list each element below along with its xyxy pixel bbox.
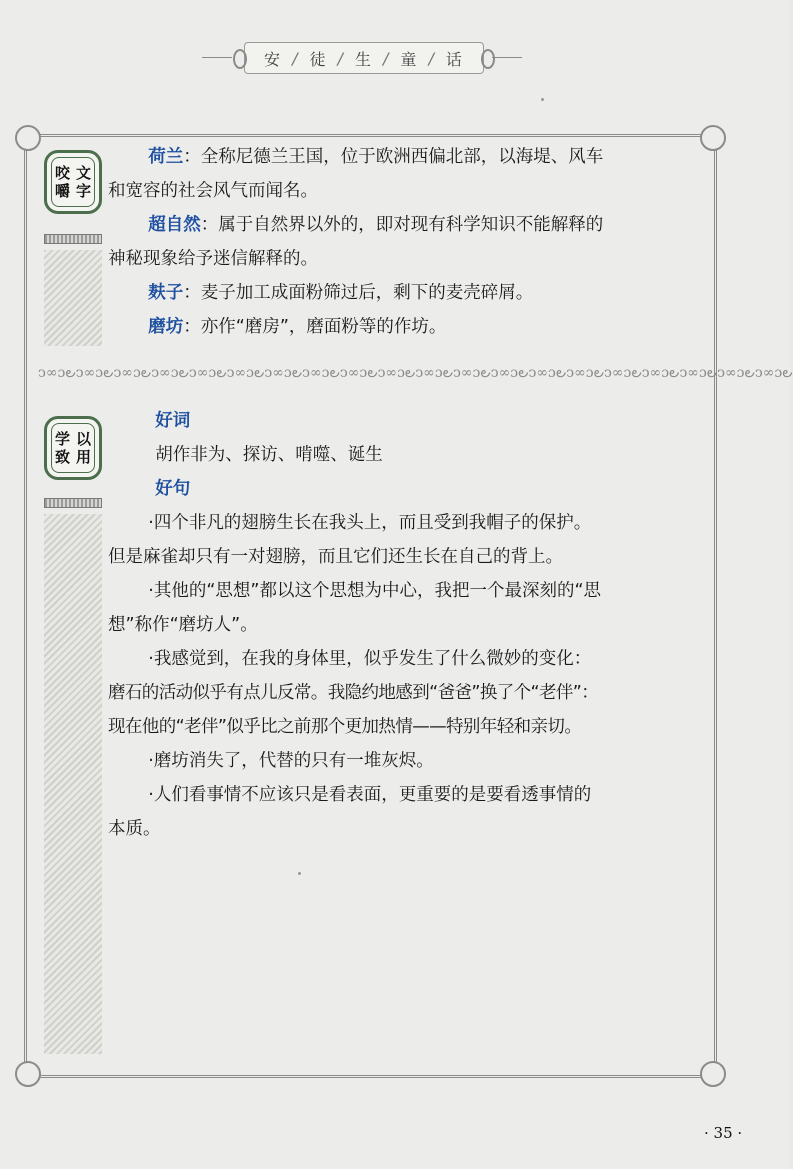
note-entry (108, 310, 698, 344)
header-char: 童 (400, 49, 419, 69)
good-words-title: 好词 (155, 411, 191, 431)
emblem-bar (44, 234, 102, 244)
emblem-char: 致 (54, 448, 70, 466)
note-text: 属于自然界以外的，即对现有科学知识不能解释的 (218, 215, 604, 235)
note-colon: ： (200, 215, 219, 235)
running-header (0, 40, 790, 76)
sentence-line: 但是麻雀却只有一对翅膀，而且它们还生长在自己的背上。 (108, 547, 563, 567)
sentence-line: 本质。 (108, 819, 161, 839)
vocabulary-notes (108, 140, 698, 344)
emblem-char: 学 (54, 430, 70, 448)
note-term: 超自然 (148, 215, 201, 235)
frame-corner-ornament (700, 1061, 726, 1087)
emblem-char: 文 (75, 164, 91, 182)
emblem-char: 咬 (54, 164, 70, 182)
print-speck (298, 872, 301, 875)
frame-corner-ornament (700, 125, 726, 151)
header-separator: / (337, 48, 345, 68)
header-title-box (244, 42, 484, 74)
sentence-line: ·四个非凡的翅膀生长在我头上，而且受到我帽子的保护。 (148, 513, 592, 533)
sentence-line: 想”称作“磨坊人”。 (108, 615, 258, 635)
sentence-line: ·人们看事情不应该只是看表面，更重要的是要看透事情的 (148, 785, 592, 805)
header-char: 安 (264, 49, 283, 69)
section-emblem-vocabulary (44, 150, 102, 214)
good-words-list: 胡作非为、探访、啃噬、诞生 (155, 445, 383, 465)
header-char: 话 (445, 49, 464, 69)
note-continuation: 神秘现象给予迷信解释的。 (108, 249, 318, 269)
emblem-char: 用 (75, 448, 91, 466)
note-continuation: 和宽容的社会风气而闻名。 (108, 181, 318, 201)
header-rule-left (202, 57, 232, 58)
header-separator: / (383, 48, 391, 68)
emblem-char: 字 (75, 182, 91, 200)
note-term: 荷兰 (148, 147, 184, 167)
header-char: 生 (354, 49, 373, 69)
header-title (245, 43, 483, 73)
emblem-text (51, 157, 95, 207)
emblem-strip (44, 514, 102, 1054)
header-rule-right (492, 57, 522, 58)
emblem-char: 嚼 (54, 182, 70, 200)
good-sentences-title: 好句 (155, 479, 191, 499)
note-text: 全称尼德兰王国，位于欧洲西偏北部，以海堤、风车 (200, 147, 604, 167)
header-separator: / (292, 48, 300, 68)
note-entry (108, 276, 698, 310)
sentence-line: ·磨坊消失了，代替的只有一堆灰烬。 (148, 751, 434, 771)
sentence-line: 现在他的“老伴”似乎比之前那个更加热情——特别年轻和亲切。 (108, 717, 582, 737)
sentence-line: ·其他的“思想”都以这个思想为中心，我把一个最深刻的“思 (148, 581, 602, 601)
note-text: 亦作“磨房”，磨面粉等的作坊。 (200, 317, 447, 337)
note-colon: ： (183, 147, 201, 167)
sentence-line: ·我感觉到，在我的身体里，似乎发生了什么微妙的变化： (148, 649, 592, 669)
good-words-sentences (108, 404, 698, 846)
sentence-line: 磨石的活动似乎有点儿反常。我隐约地感到“爸爸”换了个“老伴”： (108, 683, 599, 703)
emblem-strip (44, 250, 102, 346)
note-entry (108, 140, 698, 174)
header-separator: / (428, 48, 436, 68)
note-text: 麦子加工成面粉筛过后，剩下的麦壳碎屑。 (200, 283, 534, 303)
emblem-text (51, 423, 95, 473)
print-speck (541, 98, 544, 101)
header-char: 徒 (309, 49, 328, 69)
note-term: 麸子 (148, 283, 184, 303)
note-term: 磨坊 (148, 317, 184, 337)
note-colon: ： (183, 317, 201, 337)
frame-corner-ornament (15, 1061, 41, 1087)
emblem-char: 以 (75, 430, 91, 448)
note-entry (108, 208, 698, 242)
emblem-bar (44, 498, 102, 508)
section-emblem-application (44, 416, 102, 480)
note-colon: ： (183, 283, 201, 303)
page-number: · 35 · (704, 1124, 743, 1142)
ornamental-divider: ↄ∞ɔ౿ↄ∞ɔ౿ↄ∞ɔ౿ↄ∞ɔ౿ↄ∞ɔ౿ↄ∞ɔ౿ↄ∞ɔ౿ↄ∞ɔ౿ↄ∞ɔ౿ↄ∞ɔ౿ↄ∞ɔ౿ↄ∞ɔ౿ↄ∞ɔ౿ↄ∞ɔ౿ↄ∞ɔ౿ↄ∞ɔ౿ↄ∞ɔ౿ↄ∞ɔ౿ↄ∞ɔ౿ↄ∞ɔ౿ (38, 365, 793, 381)
frame-corner-ornament (15, 125, 41, 151)
